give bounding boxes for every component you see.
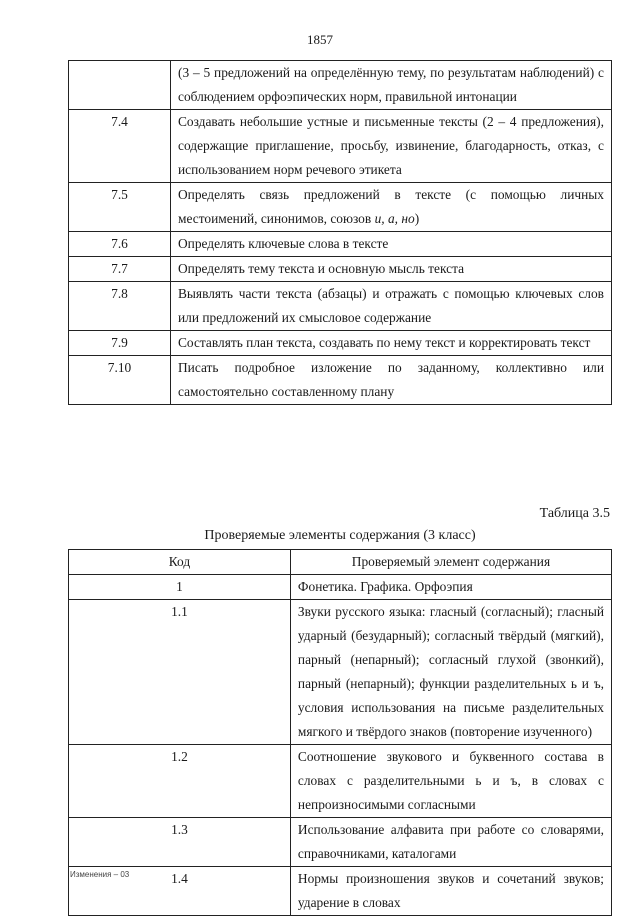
table-row <box>69 331 612 356</box>
row-code: 1.3 <box>69 818 291 867</box>
row-text: Писать подробное изложение по заданному, коллективно или самостоятельно составленному плану <box>171 356 612 405</box>
row-code <box>69 61 171 110</box>
row-code: 7.5 <box>69 183 171 232</box>
table-top <box>68 60 612 405</box>
row-text: Использование алфавита при работе со словарями, справочниками, каталогами <box>290 818 611 867</box>
table-row <box>69 575 612 600</box>
header-code: Код <box>69 550 291 575</box>
row-text-italic: и, а, но <box>374 211 415 226</box>
row-text: Звуки русского языка: гласный (согласный); гласный ударный (безударный); согласный твёрдый (мягкий), парный (непарный); согласный глухой (звонкий), парный (непарный); функции разделительных ь и ъ, условия использования на письме разделительных мягкого и твёрдого знаков (повторение изученного) <box>290 600 611 745</box>
row-text-part: ) <box>414 211 420 226</box>
row-code: 7.8 <box>69 282 171 331</box>
row-text: Фонетика. Графика. Орфоэпия <box>290 575 611 600</box>
row-code: 7.9 <box>69 331 171 356</box>
table-row <box>69 183 612 232</box>
table-row <box>69 867 612 916</box>
table-row <box>69 110 612 183</box>
row-text: Определять тему текста и основную мысль текста <box>171 257 612 282</box>
row-code: 7.10 <box>69 356 171 405</box>
row-text: Создавать небольшие устные и письменные тексты (2 – 4 предложения), содержащие приглашение, просьбу, извинение, благодарность, отказ, с использованием норм речевого этикета <box>171 110 612 183</box>
row-code: 1.2 <box>69 745 291 818</box>
table-row <box>69 600 612 745</box>
table-row <box>69 745 612 818</box>
page-number: 1857 <box>307 32 333 47</box>
row-code: 1 <box>69 575 291 600</box>
row-text: (3 – 5 предложений на определённую тему, по результатам наблюдений) с соблюдением орфоэпических норм, правильной интонации <box>171 61 612 110</box>
table-row <box>69 282 612 331</box>
table-header-row <box>69 550 612 575</box>
row-text <box>171 183 612 232</box>
footer-revision: Изменения – 03 <box>70 870 130 879</box>
table-title: Проверяемые элементы содержания (3 класс) <box>204 528 476 543</box>
row-text: Соотношение звукового и буквенного состава в словах с разделительными ь и ъ, в словах с непроизносимыми согласными <box>290 745 611 818</box>
table-row <box>69 818 612 867</box>
table-row <box>69 232 612 257</box>
row-text: Составлять план текста, создавать по нему текст и корректировать текст <box>171 331 612 356</box>
row-text: Нормы произношения звуков и сочетаний звуков; ударение в словах <box>290 867 611 916</box>
row-text: Определять ключевые слова в тексте <box>171 232 612 257</box>
row-code: 7.6 <box>69 232 171 257</box>
row-text: Выявлять части текста (абзацы) и отражать с помощью ключевых слов или предложений их смысловое содержание <box>171 282 612 331</box>
row-code: 1.4 <box>69 867 291 916</box>
header-element: Проверяемый элемент содержания <box>290 550 611 575</box>
row-text-part: Определять связь предложений в тексте (с помощью личных местоимений, синонимов, союзов <box>178 187 604 226</box>
table-row <box>69 257 612 282</box>
table-row <box>69 356 612 405</box>
row-code: 1.1 <box>69 600 291 745</box>
table-bottom <box>68 549 612 916</box>
table-row <box>69 61 612 110</box>
row-code: 7.4 <box>69 110 171 183</box>
table-label: Таблица 3.5 <box>539 506 610 521</box>
row-code: 7.7 <box>69 257 171 282</box>
